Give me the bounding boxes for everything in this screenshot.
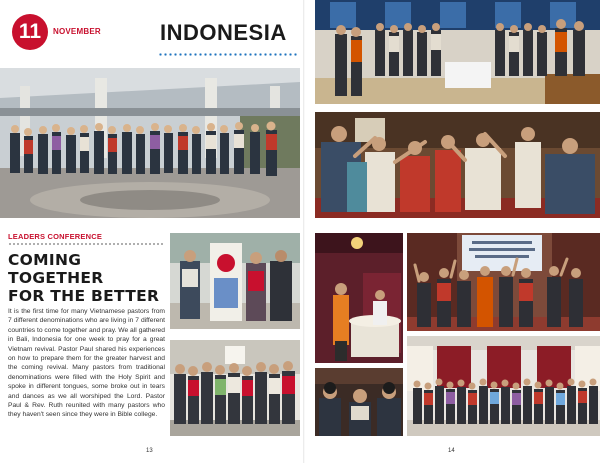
article-body: It is the first time for many Vietnamese pastors from 7 different denominations who are living in 7 different countries to come together and pray. We all gathered in Bali, Indonesia for one week to pray for a great Vietnam revival. Pastor Paul shared his experiences on how to prepare them for the greater harvest and the coming revival. Many pastors from traditional denominations were filled with the Holy Spirit and spoke in different tongues, some broke out in tears and dances as we all worshiped the Lord. Pastor Paul & Rev. Ruth reunited with many pastors who they haven't seen since they were in Bible college. (8, 308, 165, 419)
photo-seated-audience (315, 368, 403, 436)
article-headline (8, 251, 168, 305)
page-number-left: 13 (146, 448, 153, 454)
photo-preacher-pulpit (315, 233, 403, 363)
section-label: LEADERS CONFERENCE (8, 232, 103, 241)
headline-line-2: FOR THE BETTER (8, 287, 160, 305)
group-photo-outdoor (0, 68, 300, 218)
photo-pastors-with-banner (170, 233, 300, 329)
headline-line-1: COMING TOGETHER (8, 251, 104, 287)
photo-group-red-curtains (407, 336, 600, 436)
country-title: INDONESIA (160, 20, 287, 45)
photo-worship-hall (315, 0, 600, 104)
month-label: NOVEMBER (53, 27, 101, 36)
photo-worship-screen (407, 233, 600, 331)
photo-indoor-group (170, 340, 300, 436)
page-number-right: 14 (448, 448, 455, 454)
right-page (305, 0, 600, 463)
date-badge: 11 (12, 14, 48, 50)
section-dotted-rule (8, 243, 163, 245)
title-dotted-rule (158, 53, 298, 56)
photo-prayer-laying-hands (315, 112, 600, 218)
